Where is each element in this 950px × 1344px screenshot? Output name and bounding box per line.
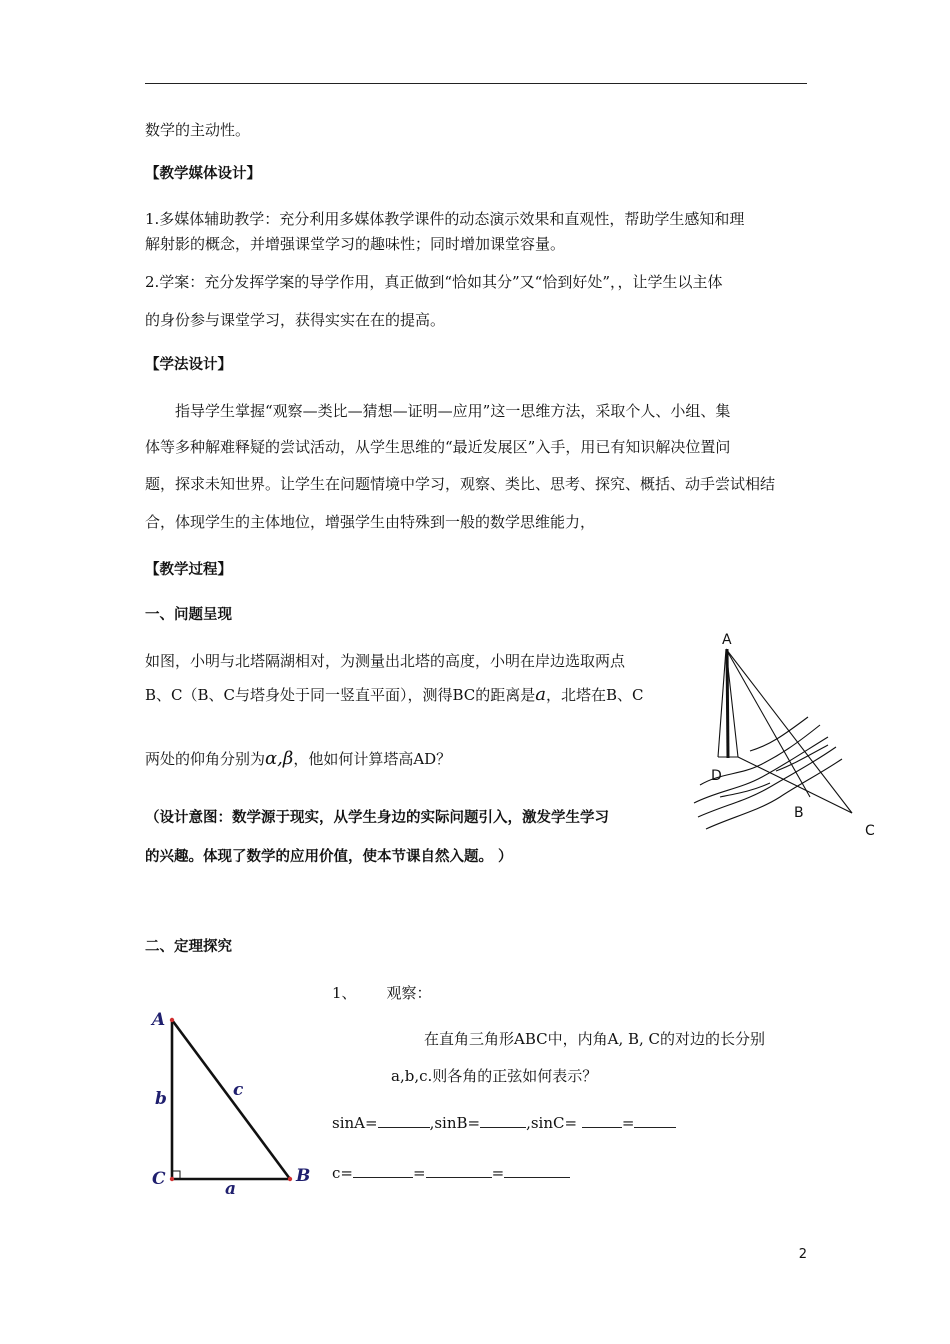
list-number: 1、 bbox=[332, 984, 357, 1002]
blank bbox=[378, 1113, 430, 1128]
paragraph-design-intent: 的兴趣。体现了数学的应用价值，使本节课自然入题。 ） bbox=[145, 849, 513, 865]
paragraph: 在直角三角形ABC中，内角A, B, C的对边的长分别 bbox=[424, 1030, 766, 1048]
text: ，他如何计算塔高AD？ bbox=[293, 750, 452, 768]
text: ,sinC= bbox=[526, 1114, 582, 1132]
label-c: c bbox=[233, 1080, 244, 1100]
label-B: B bbox=[794, 805, 804, 821]
var-alpha-beta: α,β bbox=[265, 748, 294, 769]
var-a: a bbox=[535, 684, 547, 705]
paragraph: 解射影的概念，并增强课堂学习的趣味性；同时增加课堂容量。 bbox=[145, 235, 566, 253]
paragraph: 2.学案：充分发挥学案的导学作用，真正做到“恰如其分”又“恰到好处”，，让学生以主体 bbox=[145, 273, 723, 291]
paragraph: 体等多种解难释疑的尝试活动，从学生思维的“最近发展区”入手，用已有知识解决位置问 bbox=[145, 438, 731, 456]
water-line bbox=[706, 759, 842, 829]
blank bbox=[582, 1113, 622, 1128]
paragraph: 指导学生掌握“观察—类比—猜想—证明—应用”这一思维方法，采取个人、小组、集 bbox=[175, 402, 731, 420]
heading-teaching-process: 【教学过程】 bbox=[145, 562, 232, 578]
text: 观察： bbox=[386, 984, 432, 1002]
heading-learning-method: 【学法设计】 bbox=[145, 357, 232, 373]
water-line bbox=[750, 717, 808, 751]
label-b: b bbox=[155, 1089, 167, 1109]
paragraph: 如图，小明与北塔隔湖相对，为测量出北塔的高度，小明在岸边选取两点 bbox=[145, 652, 626, 670]
label-B: B bbox=[296, 1166, 311, 1186]
text: = bbox=[491, 1164, 505, 1182]
text: c= bbox=[332, 1164, 353, 1182]
label-C: C bbox=[152, 1169, 166, 1189]
text: ，北塔在B、C bbox=[546, 686, 644, 704]
paragraph: 的身份参与课堂学习，获得实实在在的提高。 bbox=[145, 311, 446, 329]
vertex-C bbox=[170, 1177, 174, 1181]
section-title-theorem: 二、定理探究 bbox=[145, 939, 232, 955]
label-C: C bbox=[865, 823, 875, 839]
label-A: A bbox=[722, 632, 732, 648]
paragraph-design-intent: （设计意图：数学源于现实，从学生身边的实际问题引入，激发学生学习 bbox=[145, 810, 609, 826]
line-AB bbox=[726, 649, 810, 797]
section-title-problem: 一、问题呈现 bbox=[145, 607, 232, 623]
side-c bbox=[172, 1020, 290, 1179]
header-rule bbox=[145, 83, 807, 84]
tower-figure bbox=[680, 625, 880, 850]
paragraph: a,b,c.则各角的正弦如何表示？ bbox=[391, 1067, 598, 1085]
text: ,sinB= bbox=[429, 1114, 481, 1132]
vertex-A bbox=[170, 1018, 174, 1022]
heading-media-design: 【教学媒体设计】 bbox=[145, 166, 261, 182]
paragraph bbox=[145, 677, 685, 713]
blank bbox=[426, 1163, 492, 1178]
label-D: D bbox=[711, 768, 722, 784]
blank bbox=[353, 1163, 413, 1178]
text: B、C（B、C与塔身处于同一竖直平面），测得BC的距离是 bbox=[145, 686, 536, 704]
paragraph: 1.多媒体辅助教学：充分利用多媒体教学课件的动态演示效果和直观性，帮助学生感知和理 bbox=[145, 210, 745, 228]
text: 两处的仰角分别为 bbox=[145, 750, 266, 768]
observe-heading bbox=[332, 975, 432, 1011]
c-formula-line bbox=[332, 1155, 570, 1191]
text: = bbox=[412, 1164, 426, 1182]
paragraph: 题，探求未知世界。让学生在问题情境中学习，观察、类比、思考、探究、概括、动手尝试相结 bbox=[145, 475, 776, 493]
right-triangle-figure bbox=[145, 1005, 325, 1205]
label-a: a bbox=[225, 1179, 237, 1199]
paragraph bbox=[145, 741, 685, 777]
text: sinA= bbox=[332, 1114, 378, 1132]
tower-left-edge bbox=[718, 649, 726, 757]
label-A: A bbox=[152, 1010, 166, 1030]
blank bbox=[480, 1113, 526, 1128]
text: = bbox=[621, 1114, 635, 1132]
vertex-B bbox=[288, 1177, 292, 1181]
sine-formula-line bbox=[332, 1105, 676, 1141]
paragraph: 合，体现学生的主体地位，增强学生由特殊到一般的数学思维能力， bbox=[145, 513, 596, 531]
paragraph: 数学的主动性。 bbox=[145, 121, 251, 139]
blank bbox=[634, 1113, 676, 1128]
page-number: 2 bbox=[798, 1247, 807, 1262]
blank bbox=[504, 1163, 570, 1178]
